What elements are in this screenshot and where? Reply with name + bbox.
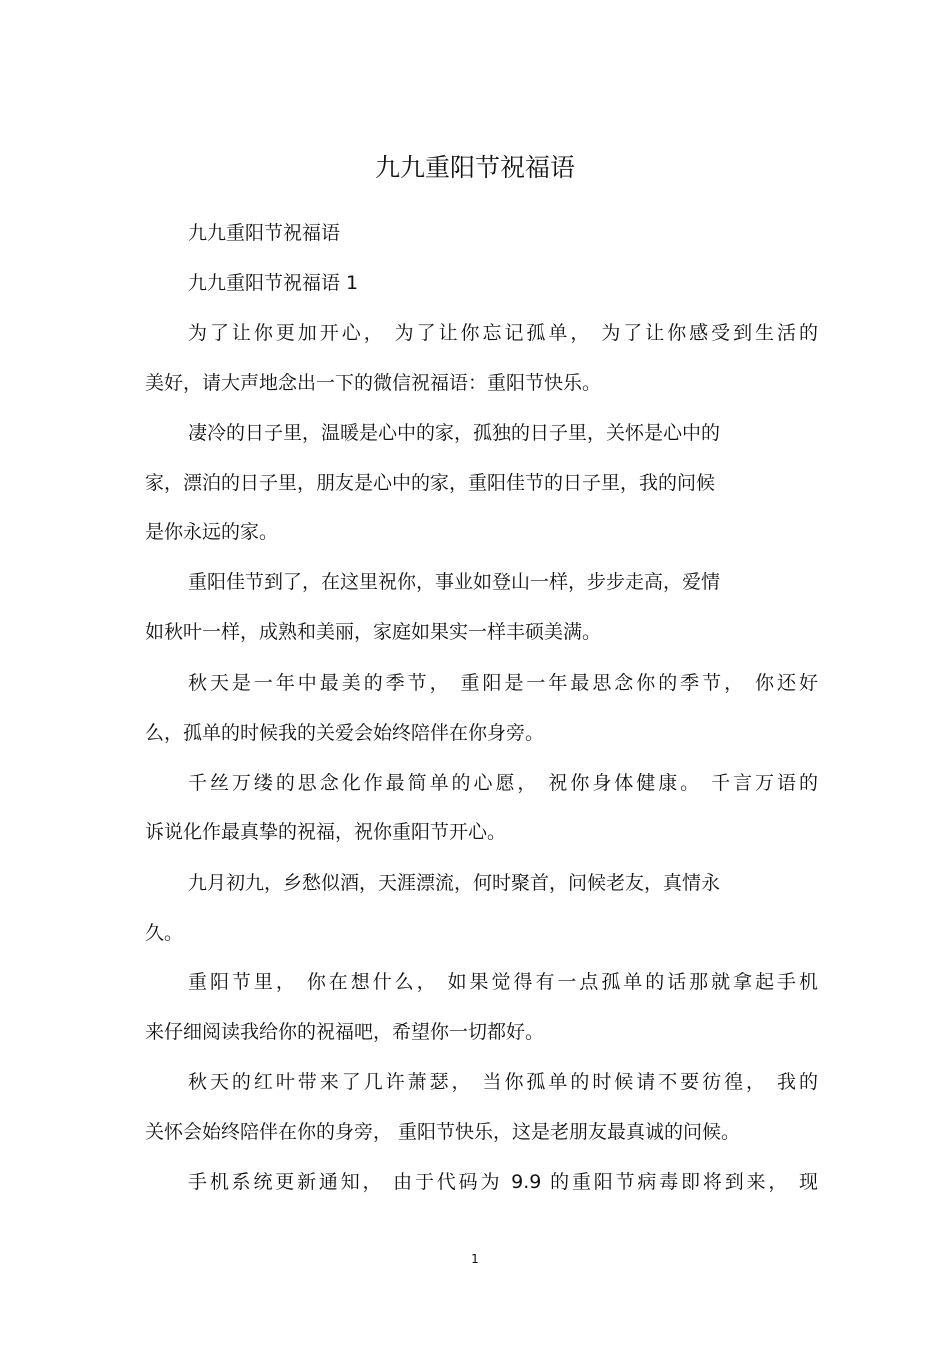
paragraph-line: 重阳节里， 你在想什么， 如果觉得有一点孤单的话那就拿起手机 xyxy=(188,971,818,993)
page-number: 1 xyxy=(471,1252,479,1266)
paragraph-line: 秋天是一年中最美的季节， 重阳是一年最思念你的季节， 你还好 xyxy=(188,672,818,694)
paragraph-line: 美好，请大声地念出一下的微信祝福语：重阳节快乐。 xyxy=(145,372,602,394)
paragraph-line: 久。 xyxy=(145,922,184,944)
paragraph-line: 关怀会始终陪伴在你的身旁， 重阳节快乐，这是老朋友最真诚的问候。 xyxy=(145,1121,741,1143)
paragraph-line: 手机系统更新通知， 由于代码为 9.9 的重阳节病毒即将到来， 现 xyxy=(188,1171,818,1193)
paragraph-line: 是你永远的家。 xyxy=(145,521,279,543)
paragraph-line: 重阳佳节到了，在这里祝你，事业如登山一样，步步走高，爱情 xyxy=(188,571,721,593)
paragraph-line: 来仔细阅读我给你的祝福吧，希望你一切都好。 xyxy=(145,1021,545,1043)
paragraph-line: 么，孤单的时候我的关爱会始终陪伴在你身旁。 xyxy=(145,722,545,744)
paragraph-line: 如秋叶一样，成熟和美丽，家庭如果实一样丰硕美满。 xyxy=(145,621,602,643)
paragraph-line: 千丝万缕的思念化作最简单的心愿， 祝你身体健康。 千言万语的 xyxy=(188,772,818,794)
paragraph-line: 为了让你更加开心， 为了让你忘记孤单， 为了让你感受到生活的 xyxy=(188,322,818,344)
section-heading: 九九重阳节祝福语 1 xyxy=(188,272,359,294)
paragraph-line: 九月初九，乡愁似酒，天涯漂流，何时聚首，问候老友，真情永 xyxy=(188,872,721,894)
paragraph-line: 诉说化作最真挚的祝福，祝你重阳节开心。 xyxy=(145,821,507,843)
page-title: 九九重阳节祝福语 xyxy=(374,153,575,182)
paragraph-line: 家，漂泊的日子里，朋友是心中的家，重阳佳节的日子里，我的问候 xyxy=(145,472,716,494)
paragraph-line: 凄冷的日子里，温暖是心中的家，孤独的日子里，关怀是心中的 xyxy=(188,422,721,444)
paragraph-line: 秋天的红叶带来了几许萧瑟， 当你孤单的时候请不要彷徨， 我的 xyxy=(188,1071,818,1093)
document-subtitle: 九九重阳节祝福语 xyxy=(188,222,341,244)
